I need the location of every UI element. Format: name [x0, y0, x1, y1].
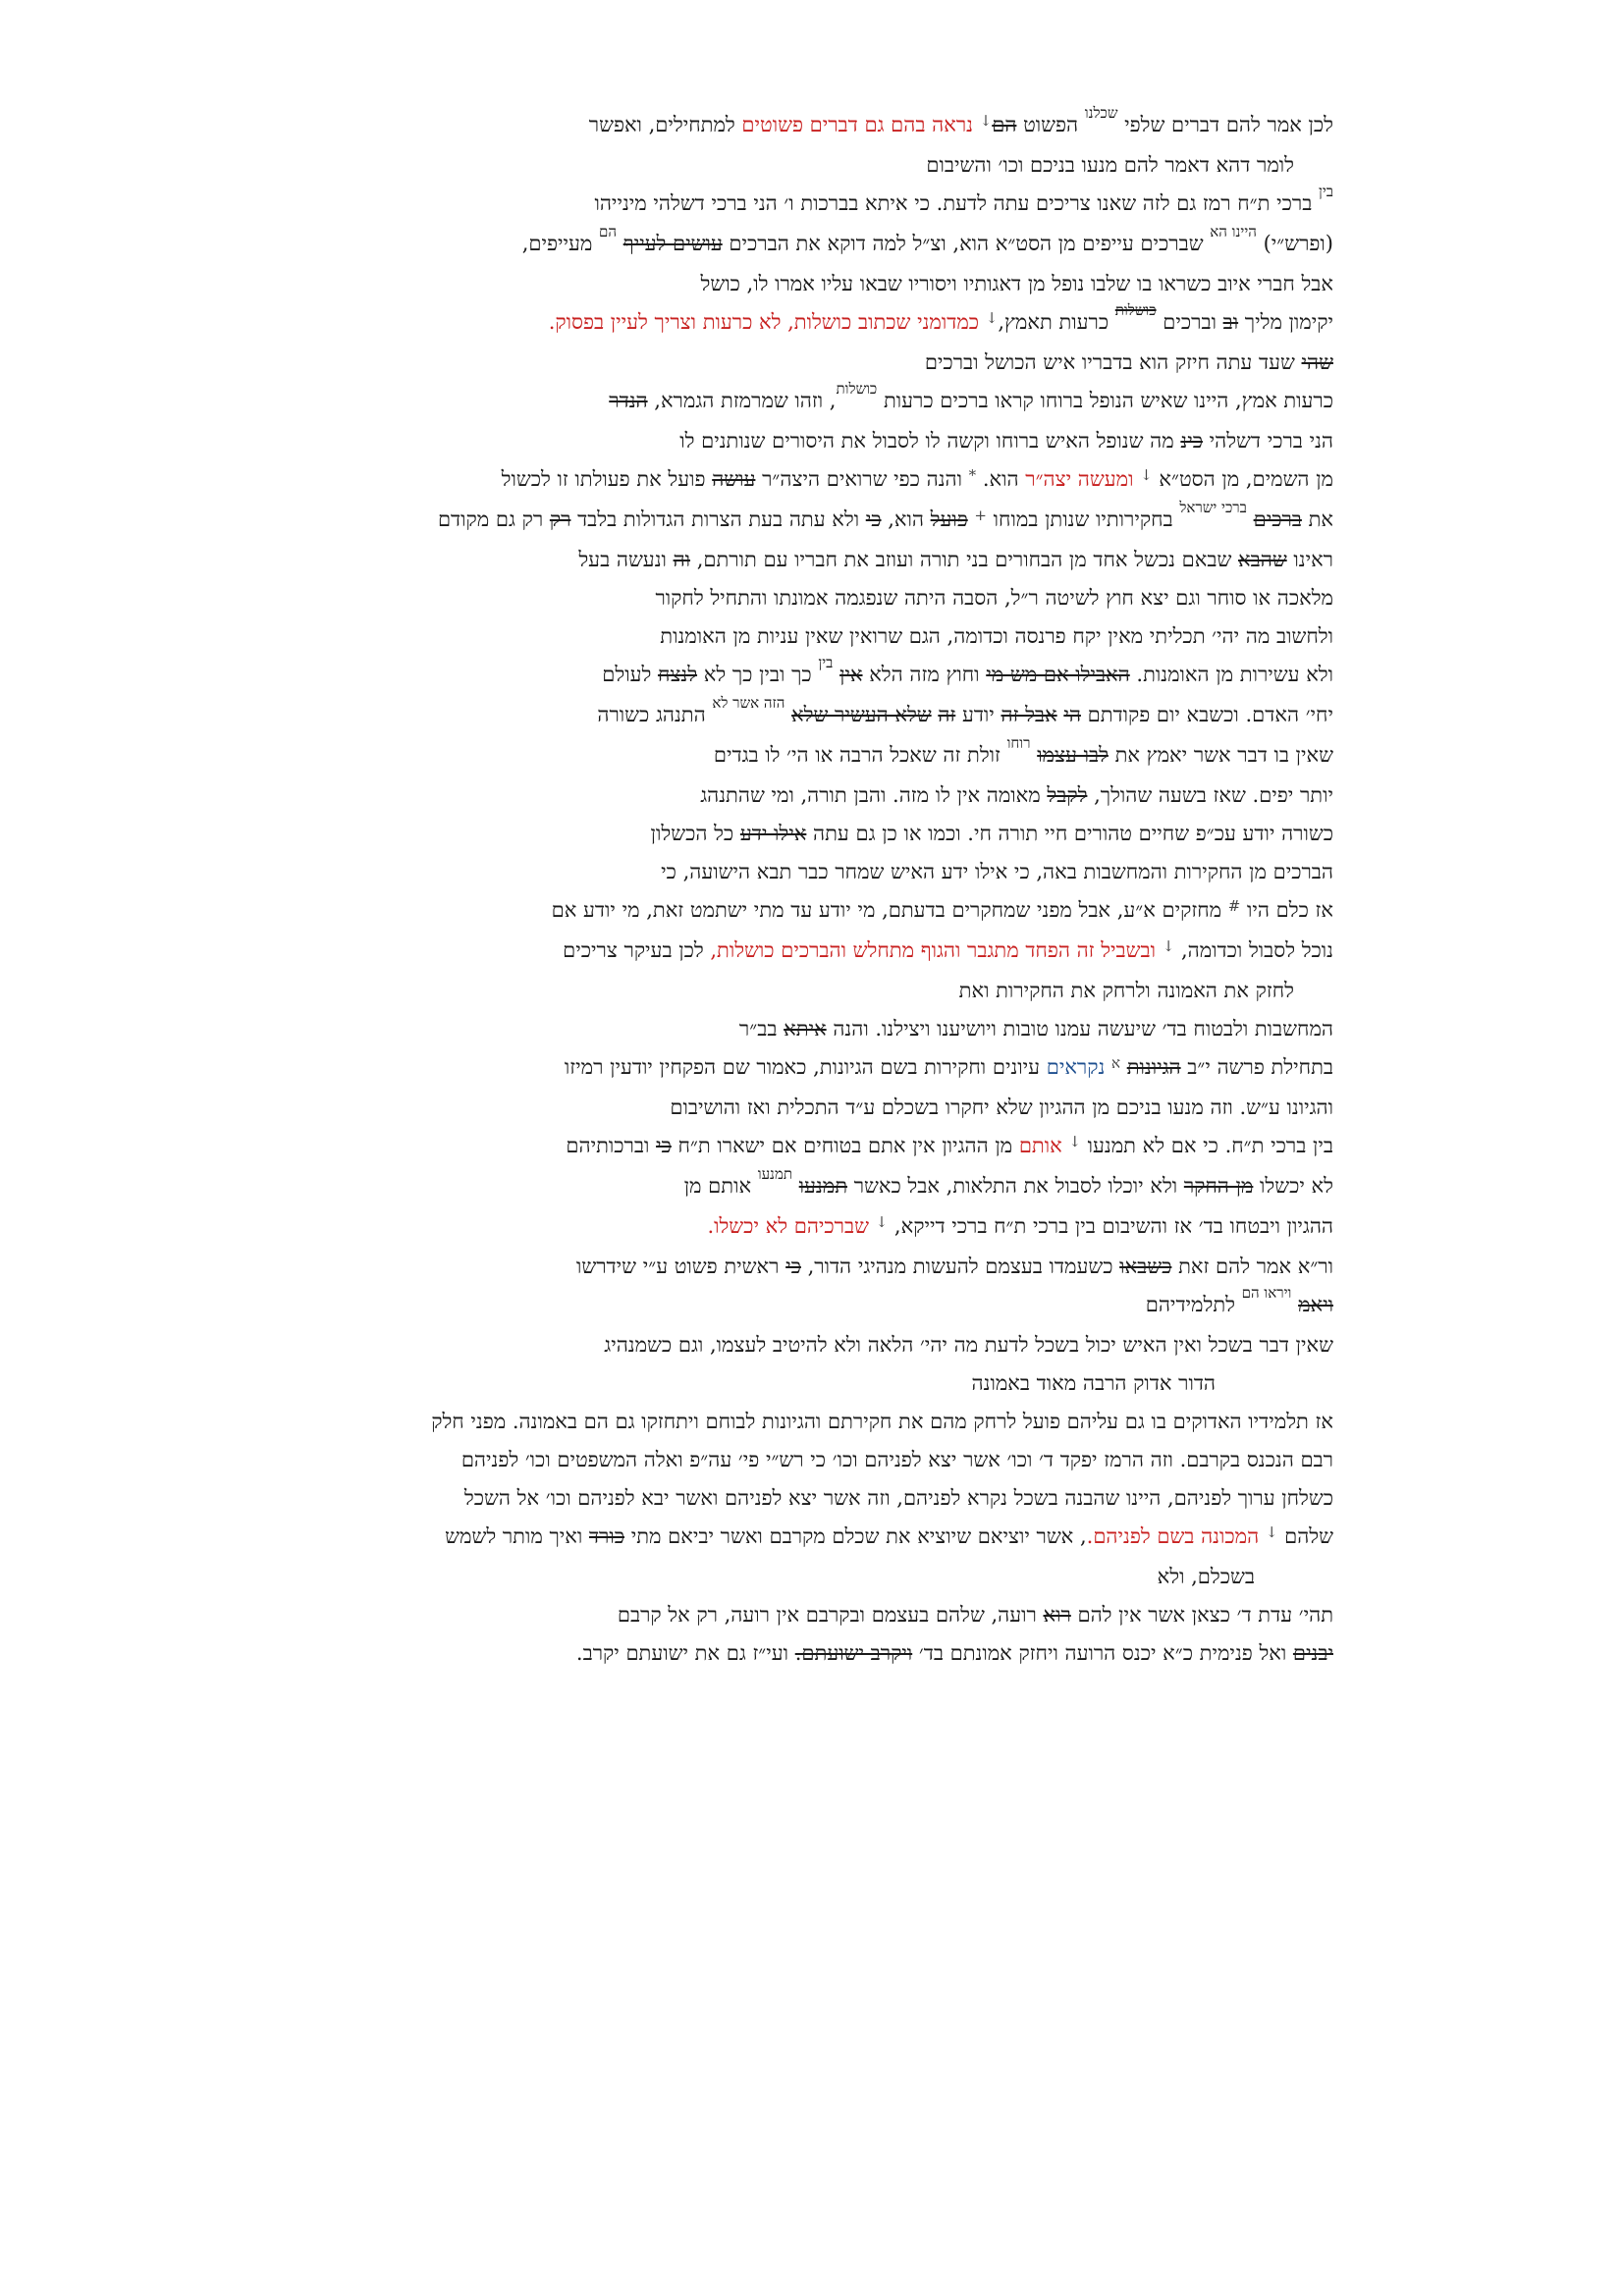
text-run: כשלחן ערוך לפניהם, היינו שהבנה בשכל נקרא לפניהם, וזה אשר יצא לפניהם ואשר יבא לפניהם וכו׳ אל השכל [463, 1486, 1333, 1510]
text-run: מחזקים א״ע, אבל מפני שמחקרים בדעתם, מי יודע עד מתי ישתמט זאת, מי יודע אם [551, 898, 1228, 922]
text-line [324, 382, 1333, 422]
struck-text: ברכים [1253, 507, 1302, 531]
text-line [324, 106, 1333, 146]
text-line [324, 1286, 1333, 1326]
text-line [324, 1089, 1333, 1127]
text-run: וחוץ מזה הלא [862, 663, 987, 686]
text-line [324, 815, 1333, 853]
interlinear-insertion: בין [1319, 183, 1333, 200]
text-run: בין ברכי ת״ח. כי אם לא תמנעו [1080, 1134, 1333, 1157]
text-line [324, 1207, 1333, 1248]
text-run: ההגיון ויבטחו בד׳ אז והשיבום בין ברכי ת״ח ברכי דייקא, [888, 1214, 1333, 1238]
red-annotation: אותם [1018, 1134, 1069, 1157]
text-run: ולא עשירות מן האומנות. [1129, 663, 1333, 686]
struck-text: הי [1063, 703, 1081, 726]
red-annotation: כמדומני שכתוב כושלות, לא כרעות וצריך לעיין בפסוק. [548, 310, 986, 334]
text-run: והנה כפי שרואים היצה״ר [755, 467, 969, 491]
text-line [324, 617, 1333, 656]
struck-text: וה [673, 548, 691, 571]
struck-text: אבל זה [1001, 703, 1057, 726]
text-run: לעולם [602, 663, 658, 686]
text-run: והגיונו ע״ש. וזה מנעו בניכם מן ההגיון שלא יחקרו בשכלם ע״ד התכלית ואז והושיבום [670, 1095, 1333, 1119]
text-run: מעייפים, [521, 232, 599, 255]
text-line [324, 422, 1333, 460]
struck-text: לנצח [657, 663, 698, 686]
text-run: ואיך מותר לשמש [445, 1524, 589, 1548]
text-run: יקימון מליך [1238, 310, 1333, 334]
text-run: ונעשה בעל [578, 548, 674, 571]
text-run: שאין בו דבר אשר יאמץ את [1108, 743, 1333, 767]
text-line [324, 1634, 1333, 1673]
interlinear-insertion: תמנעו [757, 1165, 792, 1183]
text-run: אבל חברי איוב כשראו בו שלבו נופל מן דאגותיו ויסוריו שבאו עליו אמרו לו, כושל [700, 272, 1333, 295]
text-run: אז תלמידיו האדוקים בו גם עליהם פועל לרחק מהם את חקירתם והגיונות לבוחם ויתחזקו גם הם באמונה. מפני חלק [431, 1410, 1333, 1433]
text-line [324, 696, 1333, 736]
text-line [324, 185, 1333, 225]
text-run: מה שנופל האיש ברוחו וקשה לו לסבול את היסורים שנותנים לו [679, 429, 1181, 453]
hebrew-text-block [324, 106, 1333, 1673]
text-line [324, 1441, 1333, 1479]
text-run: שבאם נכשל אחד מן הבחורים בני תורה ועוזב את חבריו עם תורתם, [690, 548, 1239, 571]
text-line [324, 541, 1333, 579]
text-run: רבם הנכנס בקרבם. וזה הרמז יפקד ד׳ וכו׳ אשר יצא לפניהם וכו׳ כי רש״י פי׳ עה״פ ואלה המשפטים וכו׳ לפניהם [460, 1448, 1333, 1471]
text-run: שעד עתה חיזק הוא בדבריו איש הכושל וברכים [924, 350, 1302, 374]
red-annotation: ובשביל זה הפחד מתגבר והגוף מתחלש והברכים כושלות, [710, 938, 1163, 962]
insertion-mark: א [1111, 1054, 1121, 1072]
interlinear-insertion: בין [818, 654, 834, 671]
text-run: הוא. [976, 467, 1026, 491]
text-line [324, 932, 1333, 972]
text-line [324, 1127, 1333, 1167]
text-line [324, 1167, 1333, 1207]
text-run: מן ההגיון אין אתם בטוחים אם ישארו ת״ח [671, 1134, 1019, 1157]
text-run: כשעמדו בעצמם להעשות מנהיגי הדור, [800, 1255, 1120, 1278]
text-line [324, 225, 1333, 265]
text-line [324, 972, 1333, 1010]
insertion-mark: ↓ [1162, 937, 1175, 955]
text-line [324, 265, 1333, 303]
struck-text: כי [785, 1255, 801, 1278]
insertion-mark: ↓ [1140, 466, 1153, 484]
struck-text: כינ [1180, 429, 1203, 453]
text-line [324, 776, 1333, 815]
text-run: מן השמים, מן הסט״א [1152, 467, 1333, 491]
text-run: עיונים וחקירות בשם הגיונות, כאמור שם הפקחין יודעין רמיזו [564, 1055, 1047, 1079]
red-annotation: שברכיהם לא יכשלו. [707, 1214, 876, 1238]
text-line [324, 460, 1333, 501]
struck-text: וב [1222, 310, 1239, 334]
text-line [324, 736, 1333, 776]
text-run: יחי׳ האדם. וכשבא יום פקודתם [1080, 703, 1333, 726]
text-run: התנהג כשורה [597, 703, 713, 726]
interlinear-insertion: ברכי ישראל [1179, 499, 1247, 516]
text-run: המחשבות ולבטוח בד׳ שיעשה עמנו טובות ויושיענו ויצילנו. והנה [826, 1017, 1333, 1041]
text-run: ולא יוכלו לסבול את התלאות, אבל כאשר [847, 1174, 1184, 1198]
text-line [324, 1326, 1333, 1364]
text-line [324, 891, 1333, 932]
text-run: ולחשוב מה יהי׳ תכליתי מאין יקח פרנסה וכדומה, הגם שרואין שאין עניות מן האומנות [660, 624, 1333, 648]
text-run [617, 232, 623, 255]
interlinear-insertion: היינו הא [1210, 223, 1257, 240]
interlinear-insertion: הם [599, 223, 617, 240]
text-run: לתלמידיהם [1145, 1293, 1242, 1316]
struck-text: כושלות [1114, 301, 1157, 319]
struck-text: אילו ידע [739, 822, 807, 845]
text-run: אותם מן [683, 1174, 758, 1198]
struck-text: שהי [1301, 350, 1333, 374]
text-run: הפשוט [1016, 113, 1085, 136]
interlinear-insertion: כושלות [836, 380, 878, 398]
text-run: בשכלם, ולא [1157, 1565, 1255, 1588]
text-run: כך ובין כך לא [697, 663, 819, 686]
text-run: הני ברכי דשלהי [1202, 429, 1333, 453]
text-run: ולא עתה בעת הצרות הגדולות בלבד [570, 507, 866, 531]
text-run: רק גם מקודם [437, 507, 550, 531]
text-run: כשורה יודע עכ״פ שחיים טהורים חיי תורה חי. וכמו או כן גם עתה [806, 822, 1333, 845]
struck-text: כורד [588, 1524, 625, 1548]
struck-text: איתא [784, 1017, 827, 1041]
text-run: לא יכשלו [1253, 1174, 1333, 1198]
struck-text: רק [549, 507, 571, 531]
struck-text: לבו עצמו [1037, 743, 1109, 767]
interlinear-insertion: הזה אשר לא [712, 694, 785, 712]
struck-text: כי [656, 1134, 672, 1157]
struck-text: הגיונות [1126, 1055, 1181, 1079]
text-line [324, 1518, 1333, 1558]
struck-text: עושה [712, 467, 756, 491]
text-run: רועה, שלהם בעצמם ובקרבם אין רועה, רק אל קרבם [617, 1603, 1044, 1627]
text-run: כרעות אמץ, היינו שאיש הנופל ברוחו קראו ברכים כרעות [877, 389, 1333, 412]
struck-text: שלא העשיר שלא [791, 703, 932, 726]
text-run: בב״ר [738, 1017, 784, 1041]
text-run: וברכותיהם [566, 1134, 657, 1157]
text-run: מלאכה או סוחר וגם יצא חוץ לשיטה ר״ל, הסבה היתה שנפגמה אמונתו והתחיל לחקור [655, 586, 1333, 610]
text-run: תהי׳ עדת ד׳ כצאן אשר אין להם [1070, 1603, 1333, 1627]
text-run: את [1301, 507, 1333, 531]
text-run: שאין דבר בשכל ואין האיש יכול בשכל לדעת מה יהי׳ הלאה ולא להיטיב לעצמו, וגם כשמנהיג [604, 1333, 1333, 1357]
struck-text: לקבל [1047, 783, 1088, 807]
interlinear-insertion: שכלנו [1084, 104, 1118, 122]
text-run: כל הכשלון [650, 822, 740, 845]
red-annotation: ומעשה יצה״ר [1025, 467, 1141, 491]
interlinear-insertion: ויראו הם [1241, 1284, 1292, 1302]
struck-text: רוא [1043, 1603, 1071, 1627]
struck-text: יבנים [1292, 1641, 1333, 1665]
text-run: נוכל לסבול וכדומה, [1174, 938, 1333, 962]
text-line [324, 1558, 1294, 1596]
text-run: אז כלם היו [1240, 898, 1333, 922]
struck-text: כשבאו [1119, 1255, 1172, 1278]
insertion-mark: * [968, 466, 977, 484]
text-run: לכן אמר להם דברים שלפי [1117, 113, 1333, 136]
struck-text: מן החקר [1183, 1174, 1254, 1198]
struck-text: תמנעו [798, 1174, 848, 1198]
text-run: הדור אדוק הרבה מאוד באמונה [971, 1371, 1216, 1395]
text-line [324, 579, 1333, 617]
text-run: ראשית פשוט ע״י שידרשו [576, 1255, 786, 1278]
text-run: , אשר יוציאם שיוציא את שכלם מקרבם ואשר יביאם מתי [624, 1524, 1087, 1548]
text-run: בתחילת פרשה י״ב [1180, 1055, 1333, 1079]
insertion-mark: ↓ [1265, 1523, 1278, 1541]
text-run: כרעות תאמץ, [998, 310, 1115, 334]
text-run: זולת זה שאכל הרבה או הי׳ לו בגדים [713, 743, 1007, 767]
text-run: (ופרש״י) [1256, 232, 1333, 255]
text-run: לכן בעיקר צריכים [563, 938, 711, 962]
insertion-mark: ↓ [985, 309, 999, 327]
text-run: וברכים [1156, 310, 1223, 334]
text-line [324, 1248, 1333, 1286]
text-run: למתחילים, ואפשר [588, 113, 742, 136]
struck-text: פועל [930, 507, 968, 531]
text-run: ועי״ז גם את ישועתם יקרב. [575, 1641, 795, 1665]
text-run: ואל פנימית כ״א יכנס הרועה ויחזק אמונתם בד׳ [912, 1641, 1293, 1665]
text-run: ור״א אמר להם זאת [1171, 1255, 1333, 1278]
text-run: ברכי ת״ח רמז גם לזה שאנו צריכים עתה לדעת. כי איתא בברכות ו׳ הני ברכי דשלהי מינייהו [594, 191, 1319, 215]
text-line [324, 1479, 1333, 1518]
text-run [1247, 507, 1254, 531]
text-run: שלהם [1277, 1524, 1333, 1548]
struck-text: עושים לעייף [622, 232, 723, 255]
insertion-mark: + [974, 507, 987, 524]
red-annotation: נראה בהם גם דברים פשוטים [741, 113, 980, 136]
text-line [324, 344, 1333, 382]
text-run: פועל את פעולתו זו לכשול [501, 467, 713, 491]
text-run: בחקירותיו שנותן במוחו [986, 507, 1180, 531]
insertion-mark: # [1227, 897, 1241, 915]
text-run [1120, 1055, 1127, 1079]
text-line [324, 1010, 1333, 1048]
text-line [324, 501, 1333, 541]
struck-text: הנדר [609, 389, 648, 412]
insertion-mark: ↓ [1068, 1133, 1081, 1150]
struck-text: זה [938, 703, 956, 726]
text-run: לומר דהא דאמר להם מנעו בניכם וכו׳ והשיבום [926, 153, 1294, 177]
text-line [324, 853, 1333, 891]
text-run: הברכים מן החקירות והמחשבות באה, כי אילו ידע האיש שמחר כבר תבא הישועה, כי [661, 860, 1333, 883]
struck-text: כי [865, 507, 882, 531]
text-run: הוא, [881, 507, 931, 531]
text-run: יותר יפים. שאז בשעה שהולך, [1087, 783, 1333, 807]
text-line [324, 1364, 1255, 1403]
blue-annotation: נקראים [1046, 1055, 1111, 1079]
struck-text: שהבא [1238, 548, 1287, 571]
struck-text: הם [992, 113, 1017, 136]
text-line [324, 1596, 1333, 1634]
insertion-mark: ↓ [979, 112, 993, 130]
text-run [792, 1174, 799, 1198]
struck-text: אין [839, 663, 863, 686]
red-annotation: המכונה בשם לפניהם. [1086, 1524, 1266, 1548]
text-run: שברכים עייפים מן הסט״א הוא, וצ״ל למה דוקא את הברכים [722, 232, 1211, 255]
text-line [324, 146, 1294, 185]
struck-text: ויאמ [1298, 1293, 1333, 1316]
insertion-mark: ↓ [875, 1213, 889, 1231]
text-line [324, 303, 1333, 344]
text-run: , וזהו שמרמזת הגמרא, [647, 389, 837, 412]
text-line [324, 656, 1333, 696]
text-run: יודע [955, 703, 1001, 726]
interlinear-insertion: רוחו [1006, 734, 1031, 752]
text-line [324, 1048, 1333, 1089]
text-run: לחזק את האמונה ולרחק את החקירות ואת [958, 979, 1294, 1002]
struck-text: ויקרב ישועתם. [794, 1641, 913, 1665]
text-run: ראינו [1286, 548, 1333, 571]
struck-text: האבילו אם מש מי [986, 663, 1130, 686]
text-line [324, 1403, 1333, 1441]
text-run: מאומה אין לו מזה. והבן תורה, ומי שהתנהג [700, 783, 1048, 807]
